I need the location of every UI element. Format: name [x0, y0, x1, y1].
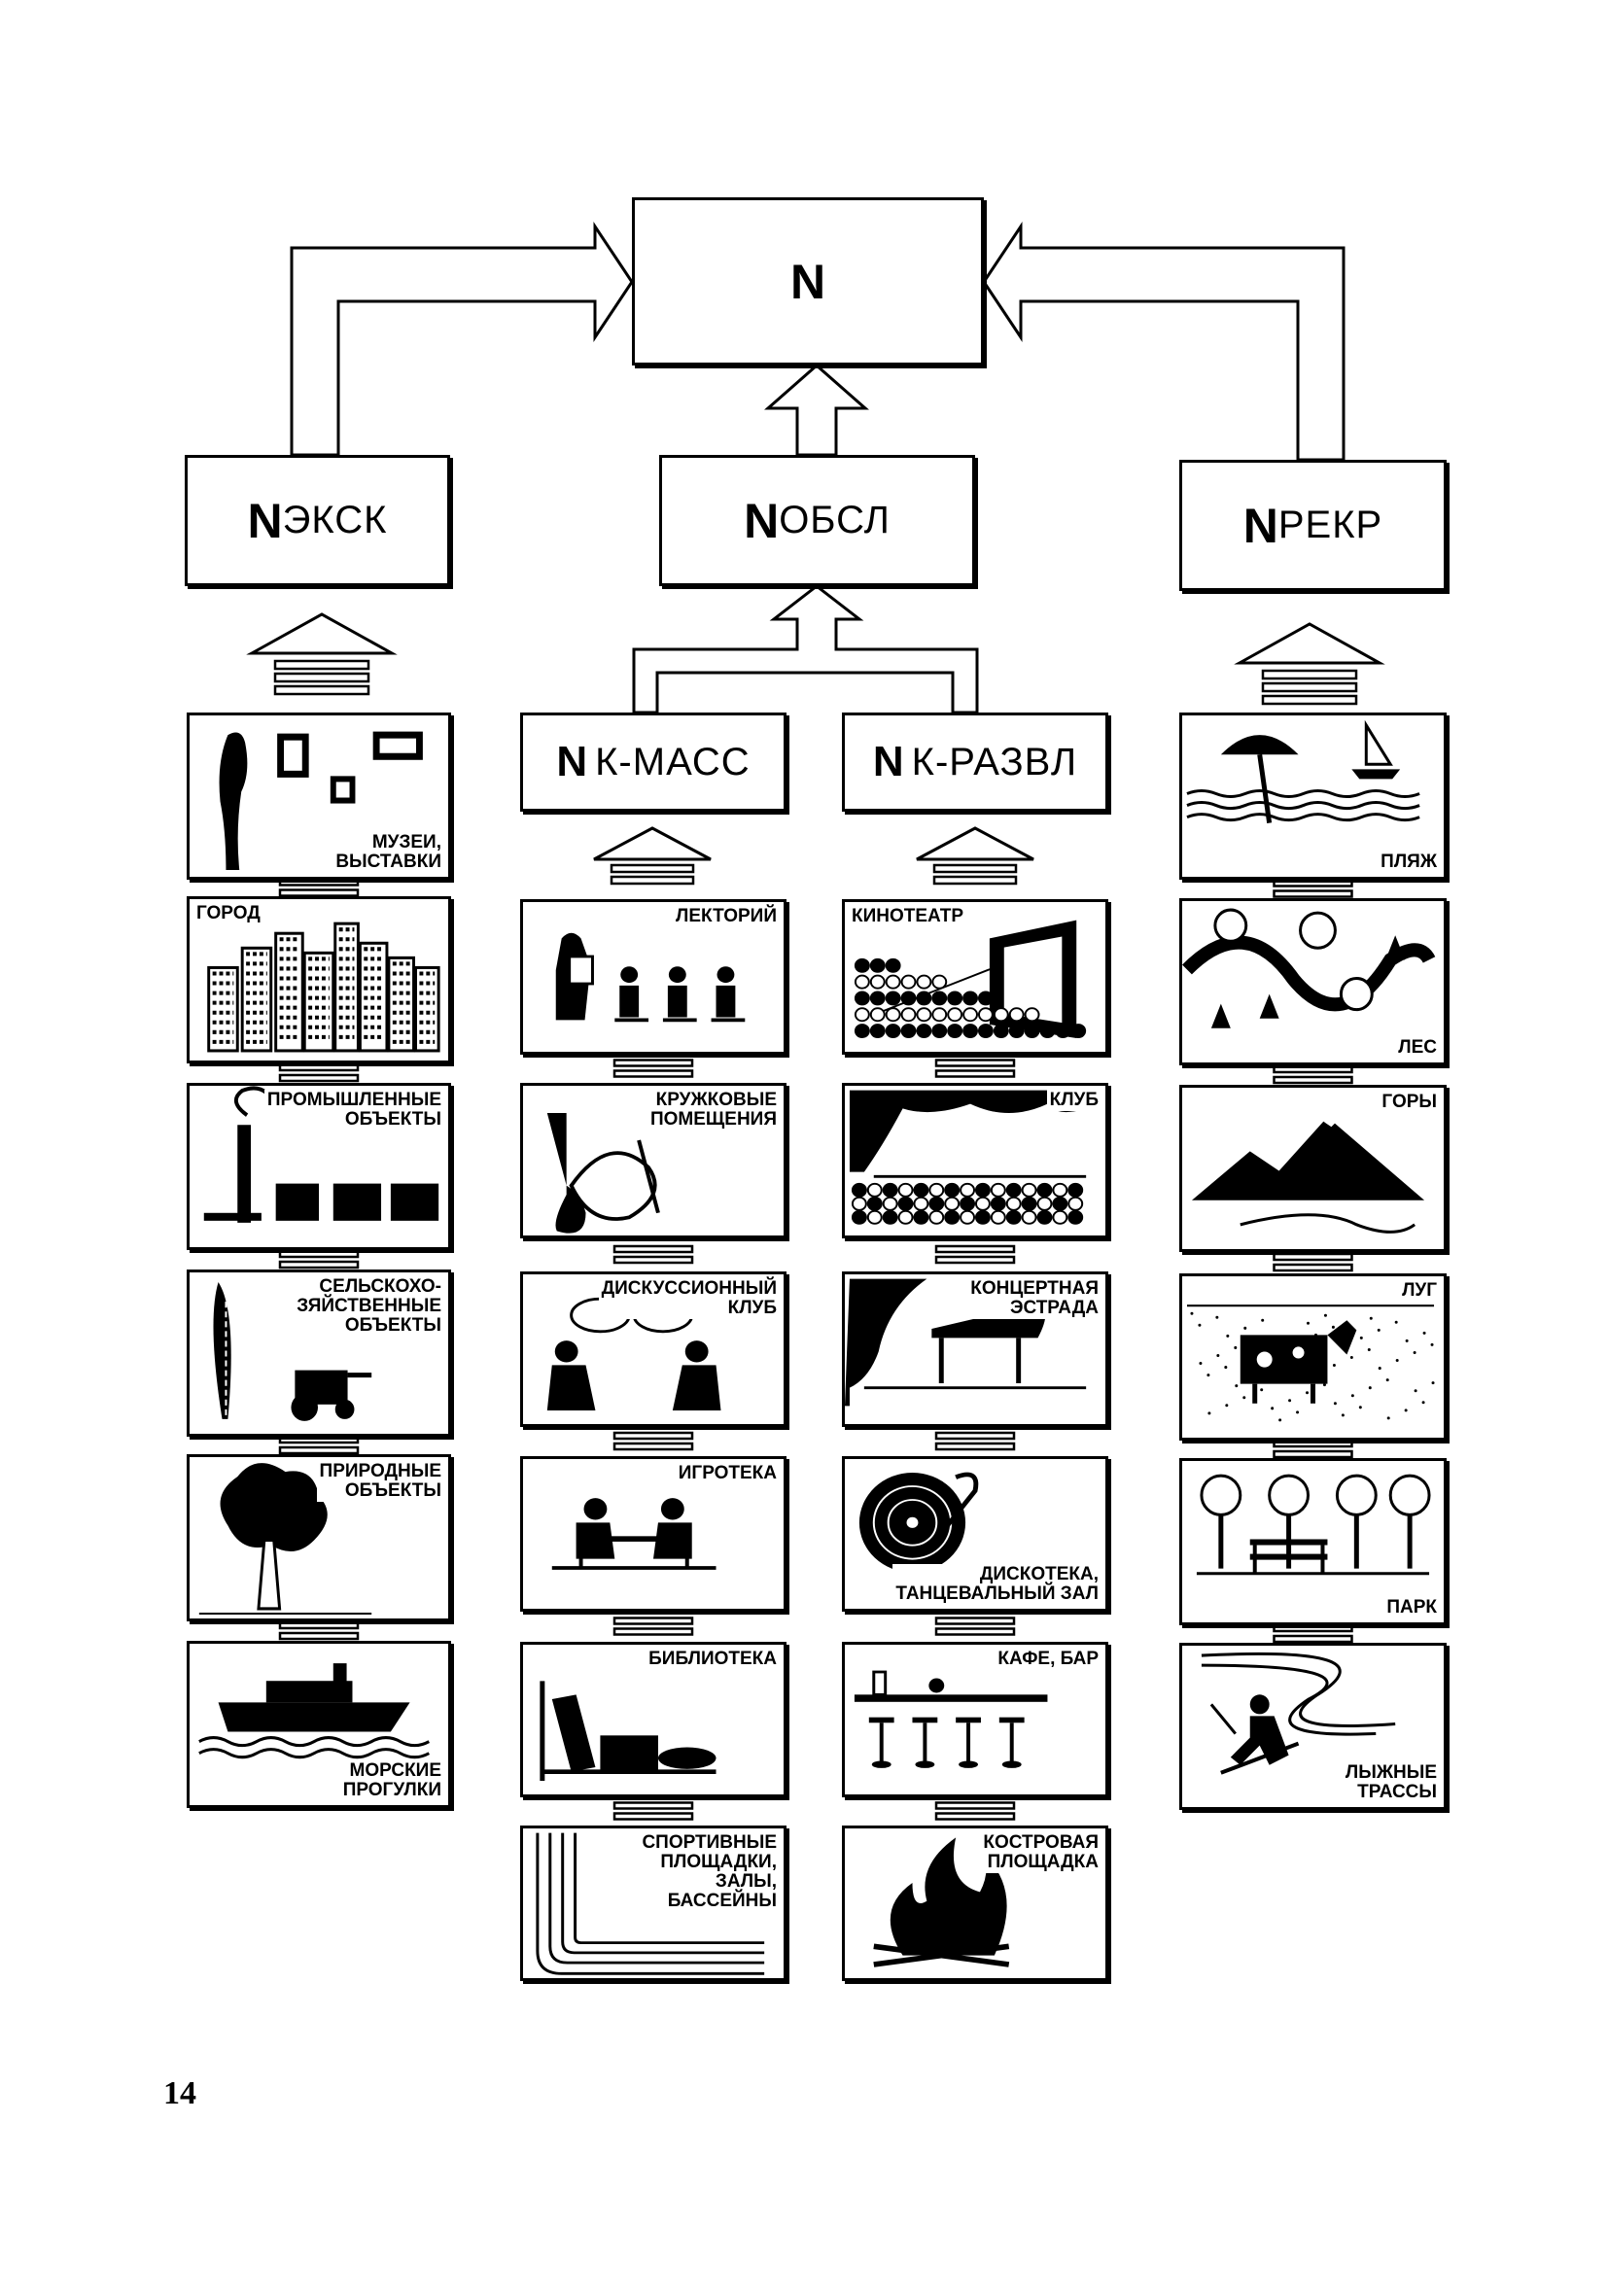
card-mountains — [1179, 1085, 1447, 1252]
card-link-bar — [280, 1251, 358, 1257]
eksk-up-arrow-bar — [275, 686, 368, 694]
razvl-up-arrow-bar — [934, 865, 1016, 872]
box-n-obsl — [659, 455, 975, 586]
card-link-bar — [614, 1433, 692, 1439]
card-factory — [187, 1083, 451, 1250]
card-link-bar — [280, 880, 358, 886]
mass-up-arrow-bar — [612, 877, 693, 884]
arrow-obsl-to-n — [768, 365, 865, 455]
card-label: ГОРЫ — [1379, 1092, 1440, 1113]
card-label: СЕЛЬСКОХО- ЗЯЙСТВЕННЫЕ ОБЪЕКТЫ — [294, 1276, 444, 1337]
card-label: ДИСКУССИОННЫЙ КЛУБ — [599, 1278, 780, 1319]
card-label: КЛУБ — [1047, 1090, 1101, 1111]
card-label: КОНЦЕРТНАЯ ЭСТРАДА — [967, 1278, 1101, 1319]
card-link-bar — [614, 1257, 692, 1263]
card-chess-players — [520, 1456, 787, 1612]
card-label: МУЗЕИ, ВЫСТАВКИ — [332, 832, 444, 873]
card-link-bar — [614, 1618, 692, 1624]
card-label: СПОРТИВНЫЕ ПЛОЩАДКИ, ЗАЛЫ, БАССЕЙНЫ — [639, 1832, 780, 1912]
box-n-obsl-n: N — [744, 493, 780, 548]
card-link-bar — [936, 1246, 1014, 1252]
card-lecture — [520, 899, 787, 1055]
card-label: ЛЕС — [1395, 1037, 1440, 1059]
card-campfire — [842, 1826, 1108, 1981]
razvl-up-arrow-triangle — [917, 828, 1033, 859]
card-label: КОСТРОВАЯ ПЛОЩАДКА — [980, 1832, 1101, 1873]
rekr-up-arrow-bar — [1263, 683, 1356, 691]
card-link-bar — [614, 1071, 692, 1077]
arrow-eksk-to-n — [292, 226, 632, 455]
card-label: ГОРОД — [193, 903, 263, 924]
razvl-up-arrow — [917, 828, 1033, 884]
card-label: ПРОМЫШЛЕННЫЕ ОБЪЕКТЫ — [264, 1090, 444, 1131]
card-link-bar — [614, 1629, 692, 1635]
card-link-bar — [1275, 1077, 1352, 1083]
card-link-bar — [280, 1633, 358, 1639]
card-link-bar — [614, 1246, 692, 1252]
box-n-total-label: N — [789, 254, 826, 309]
card-label: МОРСКИЕ ПРОГУЛКИ — [340, 1760, 444, 1801]
mass-up-arrow-bar — [612, 865, 693, 872]
card-cinema — [842, 899, 1108, 1055]
card-link-bar — [936, 1814, 1014, 1820]
box-n-k-mass-n: N — [556, 738, 588, 785]
card-link-bar — [1275, 1254, 1352, 1260]
card-link-bar — [936, 1618, 1014, 1624]
card-label: ПРИРОДНЫЕ ОБЪЕКТЫ — [317, 1461, 444, 1502]
card-label: ПЛЯЖ — [1378, 852, 1440, 873]
card-bar-stools — [842, 1642, 1108, 1797]
mass-up-arrow — [594, 828, 711, 884]
box-n-k-razvl-n: N — [872, 738, 904, 785]
box-n-rekr-sub: РЕКР — [1277, 504, 1383, 546]
box-n-eksk — [185, 455, 450, 586]
rekr-up-arrow — [1240, 624, 1380, 704]
eksk-up-arrow-bar — [275, 661, 368, 669]
card-beach — [1179, 713, 1447, 880]
box-n-rekr — [1179, 460, 1447, 591]
card-label: ЛЕКТОРИЙ — [673, 906, 780, 927]
card-link-bar — [936, 1257, 1014, 1263]
card-link-bar — [936, 1433, 1014, 1439]
eksk-up-arrow-triangle — [252, 614, 392, 653]
card-link-bar — [280, 1437, 358, 1443]
card-link-bar — [280, 1447, 358, 1453]
card-link-bar — [614, 1444, 692, 1449]
card-label: ПАРК — [1383, 1597, 1440, 1618]
card-link-bar — [614, 1803, 692, 1809]
card-skier — [1179, 1643, 1447, 1810]
page-number: 14 — [163, 2075, 196, 2111]
box-n-total — [632, 197, 984, 365]
box-n-rekr-n: N — [1242, 498, 1278, 553]
card-books — [520, 1642, 787, 1797]
card-link-bar — [1275, 1066, 1352, 1072]
card-link-bar — [1275, 1636, 1352, 1642]
card-ship — [187, 1641, 451, 1808]
box-n-k-mass — [520, 713, 787, 812]
card-label: БИБЛИОТЕКА — [646, 1649, 780, 1670]
arrow-k-to-obsl — [634, 586, 977, 713]
card-discussion — [520, 1271, 787, 1427]
rekr-up-arrow-bar — [1263, 671, 1356, 678]
box-n-eksk-n: N — [247, 493, 283, 548]
card-club-stage — [842, 1083, 1108, 1238]
card-link-bar — [936, 1061, 1014, 1066]
arrow-rekr-to-n — [984, 226, 1344, 460]
card-label: ЛЫЖНЫЕ ТРАССЫ — [1343, 1762, 1440, 1803]
card-city — [187, 896, 451, 1063]
card-label: КИНОТЕАТР — [849, 906, 966, 927]
card-vinyl-record — [842, 1456, 1108, 1612]
card-link-bar — [1275, 1265, 1352, 1270]
card-label: КАФЕ, БАР — [995, 1649, 1101, 1670]
mass-up-arrow-triangle — [594, 828, 711, 859]
card-link-bar — [936, 1071, 1014, 1077]
eksk-up-arrow — [252, 614, 392, 694]
box-n-k-razvl — [842, 713, 1108, 812]
card-wheat-tractor — [187, 1270, 451, 1437]
card-sports-track — [520, 1826, 787, 1981]
card-label: ИГРОТЕКА — [676, 1463, 780, 1484]
card-forest — [1179, 898, 1447, 1065]
card-label: КРУЖКОВЫЕ ПОМЕЩЕНИЯ — [647, 1090, 780, 1131]
card-link-bar — [280, 1064, 358, 1070]
rekr-up-arrow-triangle — [1240, 624, 1380, 663]
card-park-bench — [1179, 1458, 1447, 1625]
card-link-bar — [1275, 1625, 1352, 1631]
box-n-k-razvl-sub: К-РАЗВЛ — [911, 740, 1078, 783]
card-link-bar — [280, 1622, 358, 1628]
card-link-bar — [280, 890, 358, 896]
card-label: ДИСКОТЕКА, ТАНЦЕВАЛЬНЫЙ ЗАЛ — [892, 1564, 1101, 1605]
card-hobby — [520, 1083, 787, 1238]
card-link-bar — [936, 1629, 1014, 1635]
rekr-up-arrow-bar — [1263, 696, 1356, 704]
box-n-obsl-sub: ОБСЛ — [779, 499, 891, 541]
card-link-bar — [1275, 1451, 1352, 1457]
card-link-bar — [1275, 891, 1352, 897]
box-n-eksk-sub: ЭКСК — [282, 499, 388, 541]
card-link-bar — [936, 1803, 1014, 1809]
card-link-bar — [614, 1061, 692, 1066]
card-grand-piano — [842, 1271, 1108, 1427]
eksk-up-arrow-bar — [275, 674, 368, 681]
card-link-bar — [936, 1444, 1014, 1449]
card-label: ЛУГ — [1399, 1280, 1440, 1302]
card-link-bar — [1275, 881, 1352, 887]
box-n-k-mass-sub: К-МАСС — [595, 740, 751, 783]
card-link-bar — [280, 1262, 358, 1268]
card-link-bar — [1275, 1441, 1352, 1446]
card-tree — [187, 1454, 451, 1621]
card-link-bar — [280, 1075, 358, 1081]
card-cow-meadow — [1179, 1273, 1447, 1441]
card-link-bar — [614, 1814, 692, 1820]
razvl-up-arrow-bar — [934, 877, 1016, 884]
card-museum — [187, 713, 451, 880]
